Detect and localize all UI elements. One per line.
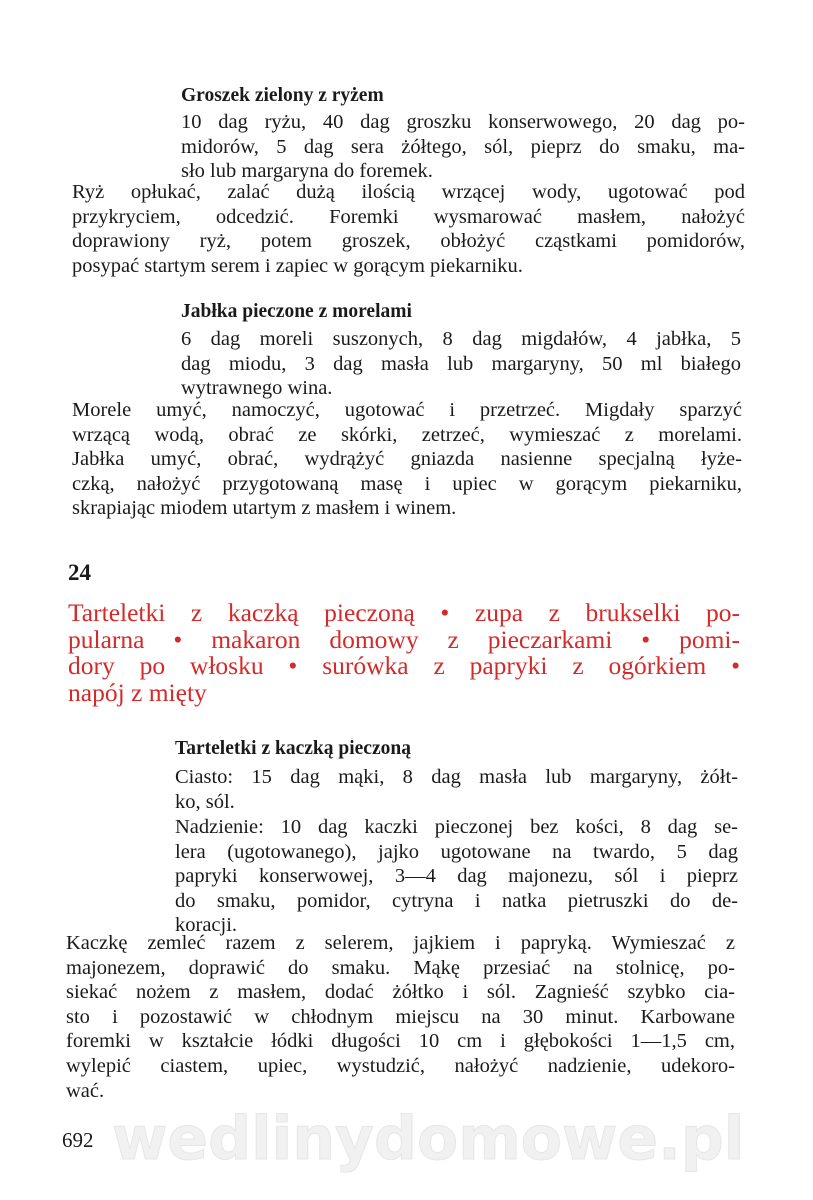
text-line: sto i pozostawić w chłodnym miejscu na 30 minut. Karbowane <box>66 1005 735 1028</box>
text-line: foremki w kształcie łódki długości 10 cm i głębokości 1—1,5 cm, <box>66 1030 735 1053</box>
method <box>72 180 745 278</box>
text-line: do smaku, pomidor, cytryna i natka pietruszki do de- <box>175 889 738 912</box>
text-line: Ryż opłukać, zalać dużą ilością wrzącej wody, ugotować pod <box>72 181 745 203</box>
ingredients <box>181 110 745 184</box>
recipe-title: Jabłka pieczone z morelami <box>181 301 412 322</box>
menu-line: napój z mięty <box>68 677 207 707</box>
text-line: 6 dag moreli suszonych, 8 dag migdałów, 4 jabłka, 5 <box>181 328 741 350</box>
text-line: midorów, 5 dag sera żółtego, sól, pieprz do smaku, ma- <box>181 135 745 158</box>
text-line: siekać nożem z masłem, dodać żółtko i sól. Zagnieść szybko cia- <box>66 981 735 1004</box>
text-line: wylepić ciastem, upiec, wystudzić, nałożyć nadzienie, udekoro- <box>66 1054 735 1077</box>
text-line: czką, nałożyć przygotowaną masę i upiec w gorącym piekarniku, <box>72 472 742 495</box>
menu-line: Tarteletki z kaczką pieczoną • zupa z brukselki po- <box>68 598 740 627</box>
text-line: Jabłka umyć, obrać, wydrążyć gniazda nasienne specjalną łyże- <box>72 448 742 471</box>
text-line: Kaczkę zemleć razem z selerem, jajkiem i papryką. Wymieszać z <box>66 932 735 954</box>
text-line: lera (ugotowanego), jajko ugotowane na twardo, 5 dag <box>175 840 738 863</box>
ingredients <box>181 327 741 401</box>
recipe-title: Tarteletki z kaczką pieczoną <box>175 738 411 759</box>
text-line: papryki konserwowej, 3—4 dag majonezu, sól i pieprz <box>175 865 738 888</box>
text-line: doprawiony ryż, potem groszek, obłożyć cząstkami pomidorów, <box>72 230 745 253</box>
menu-number: 24 <box>68 560 91 585</box>
text-line: majonezem, doprawić do smaku. Mąkę przesiać na stolnicę, po- <box>66 956 735 979</box>
text-line: przykryciem, odcedzić. Foremki wysmarować masłem, nałożyć <box>72 205 745 228</box>
text-line: Ciasto: 15 dag mąki, 8 dag masła lub margaryny, żółt- <box>175 766 738 788</box>
watermark: wedlinydomowe.pl <box>112 1104 745 1174</box>
text-line: posypać startym serem i zapiec w gorącym piekarniku. <box>72 254 523 277</box>
menu-line: pularna • makaron domowy z pieczarkami • pomi- <box>68 624 740 654</box>
dough-ingredients <box>175 765 738 814</box>
menu-list <box>68 600 740 706</box>
filling-ingredients <box>175 815 738 938</box>
text-line: wać. <box>66 1079 105 1102</box>
method <box>66 931 735 1103</box>
text-line: Morele umyć, namoczyć, ugotować i przetrzeć. Migdały sparzyć <box>72 399 742 421</box>
menu-line: dory po włosku • surówka z papryki z ogórkiem • <box>68 651 740 680</box>
method <box>72 398 742 521</box>
text-line: Nadzienie: 10 dag kaczki pieczonej bez kości, 8 dag se- <box>175 816 738 838</box>
recipe-title: Groszek zielony z ryżem <box>181 85 384 106</box>
text-line: ko, sól. <box>175 790 235 813</box>
text-line: skrapiając miodem utartym z masłem i winem. <box>72 497 457 520</box>
text-line: sło lub margaryna do foremek. <box>181 160 433 183</box>
text-line: koracji. <box>175 914 238 937</box>
text-line: wrzącą wodą, obrać ze skórki, zetrzeć, wymieszać z morelami. <box>72 423 742 446</box>
text-line: wytrawnego wina. <box>181 377 333 400</box>
text-line: dag miodu, 3 dag masła lub margaryny, 50 ml białego <box>181 352 741 375</box>
text-line: 10 dag ryżu, 40 dag groszku konserwowego, 20 dag po- <box>181 111 745 133</box>
page-number: 692 <box>62 1128 94 1152</box>
